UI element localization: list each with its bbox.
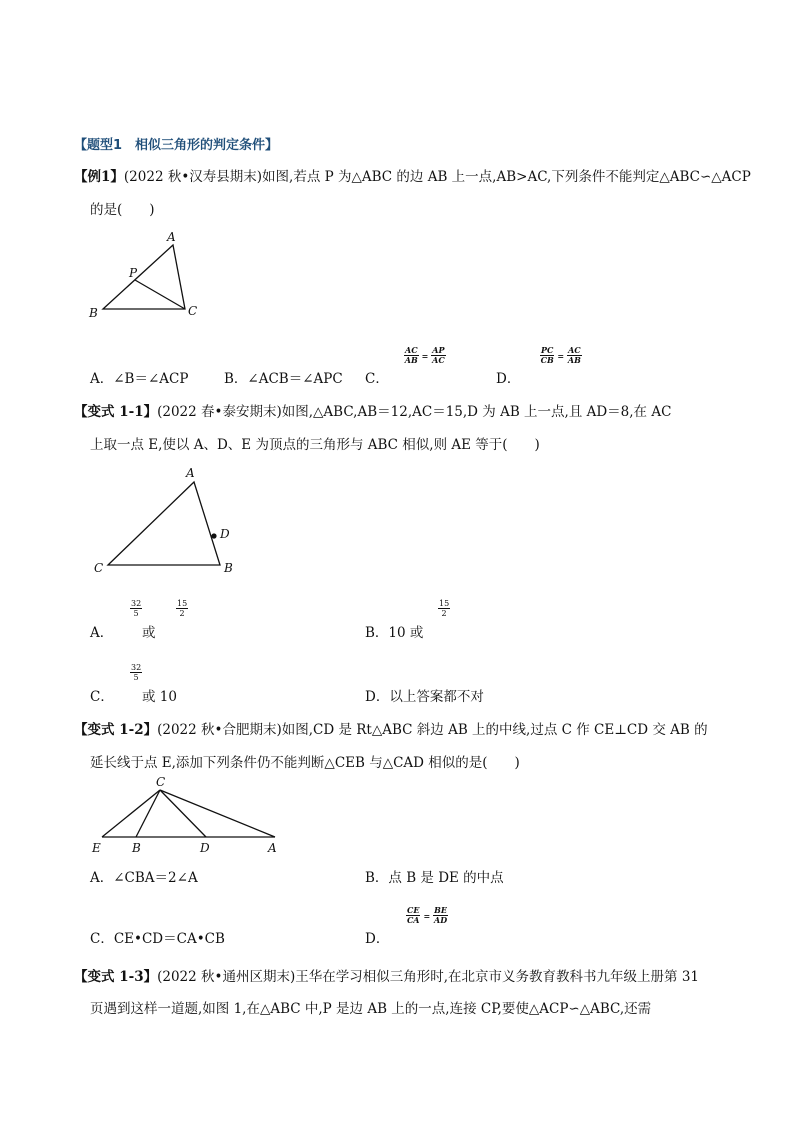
variant-1-2-option-d[interactable]: D． xyxy=(365,931,390,947)
variant-1-1-option-b[interactable]: B．10 或 xyxy=(365,625,424,641)
label-c: C xyxy=(156,775,166,789)
variant-1-1-label: 【变式 1-1】 xyxy=(74,404,158,420)
example-1-option-c-fraction: $\frac{AC}{AB}$ = $\frac{AP}{AC}$ xyxy=(404,345,445,365)
segment-cb xyxy=(136,790,160,837)
example-1-line2: 的是( ) xyxy=(90,202,155,218)
segment-ce xyxy=(102,790,160,837)
variant-1-1-line1: 【变式 1-1】(2022 春•泰安期末)如图,△ABC,AB＝12,AC＝15,D 为 AB 上一点,且 AD＝8,在 AC xyxy=(74,404,672,420)
variant-1-1-option-a-or: 或 xyxy=(142,625,156,641)
segment-cd xyxy=(160,790,206,837)
variant-1-1-option-a-fraction-1: 32 5 xyxy=(131,599,142,618)
variant-1-3-line1: 【变式 1-3】(2022 秋•通州区期末)王华在学习相似三角形时,在北京市义务教育教科书九年级上册第 31 xyxy=(74,969,699,985)
label-a: A xyxy=(186,466,195,480)
variant-1-1-option-a[interactable]: A． xyxy=(90,625,114,641)
segment-cp xyxy=(135,280,185,309)
triangle-abc xyxy=(103,245,185,309)
variant-1-3-line2: 页遇到这样一道题,如图 1,在△ABC 中,P 是边 AB 上的一点,连接 CP,要使△ACP∽△ABC,还需 xyxy=(90,1001,652,1017)
example-1-option-a[interactable]: A．∠B＝∠ACP xyxy=(90,371,189,387)
label-d: D xyxy=(200,841,210,855)
label-c: C xyxy=(94,561,104,575)
point-d xyxy=(211,533,216,538)
example-1-option-b[interactable]: B．∠ACB＝∠APC xyxy=(224,371,343,387)
label-a: A xyxy=(167,230,176,244)
example-1-option-c[interactable]: C． xyxy=(365,371,389,387)
label-d: D xyxy=(220,527,230,541)
variant-1-1-line2: 上取一点 E,使以 A、D、E 为顶点的三角形与 ABC 相似,则 AE 等于( ) xyxy=(90,437,540,453)
variant-1-1-option-c[interactable]: C． xyxy=(90,689,114,705)
variant-1-2-line2: 延长线于点 E,添加下列条件仍不能判断△CEB 与△CAD 相似的是( ) xyxy=(90,755,520,771)
label-c: C xyxy=(188,304,198,318)
label-e: E xyxy=(92,841,101,855)
example-1-figure xyxy=(85,225,215,325)
label-a: A xyxy=(268,841,277,855)
variant-1-2-option-b[interactable]: B．点 B 是 DE 的中点 xyxy=(365,870,504,886)
variant-1-1-figure xyxy=(90,462,250,577)
variant-1-3-label: 【变式 1-3】 xyxy=(74,969,158,985)
variant-1-2-label: 【变式 1-2】 xyxy=(74,722,158,738)
variant-1-1-option-b-fraction: 15 2 xyxy=(439,599,450,618)
variant-1-2-figure xyxy=(90,772,290,857)
variant-1-1-option-c-rest: 或 10 xyxy=(142,689,177,705)
example-1-text: (2022 秋•汉寿县期末)如图,若点 P 为△ABC 的边 AB 上一点,AB>AC,下列条件不能判定△ABC∽△ACP xyxy=(123,169,751,185)
label-b: B xyxy=(224,561,233,575)
section-title: 【题型1 相似三角形的判定条件】 xyxy=(74,138,279,153)
variant-1-2-option-c[interactable]: C．CE•CD＝CA•CB xyxy=(90,931,225,947)
variant-1-1-option-d[interactable]: D．以上答案都不对 xyxy=(365,689,484,705)
variant-1-2-option-a[interactable]: A．∠CBA＝2∠A xyxy=(90,870,198,886)
triangle-acb xyxy=(108,482,220,565)
example-1-option-d[interactable]: D． xyxy=(496,371,521,387)
variant-1-2-line1: 【变式 1-2】(2022 秋•合肥期末)如图,CD 是 Rt△ABC 斜边 AB 上的中线,过点 C 作 CE⊥CD 交 AB 的 xyxy=(74,722,708,738)
label-p: P xyxy=(129,266,138,280)
example-1-option-d-fraction: $\frac{PC}{CB}$ = $\frac{AC}{AB}$ xyxy=(540,345,581,365)
example-1-label: 【例1】 xyxy=(74,169,124,185)
variant-1-1-option-a-fraction-2: 15 2 xyxy=(177,599,188,618)
segment-ca xyxy=(160,790,275,837)
variant-1-1-option-c-fraction: 32 5 xyxy=(131,663,142,682)
label-b: B xyxy=(89,306,98,320)
label-b: B xyxy=(132,841,141,855)
example-1-line1 xyxy=(74,165,751,185)
variant-1-2-option-d-fraction: $\frac{CE}{CA}$ = $\frac{BE}{AD}$ xyxy=(406,905,448,925)
